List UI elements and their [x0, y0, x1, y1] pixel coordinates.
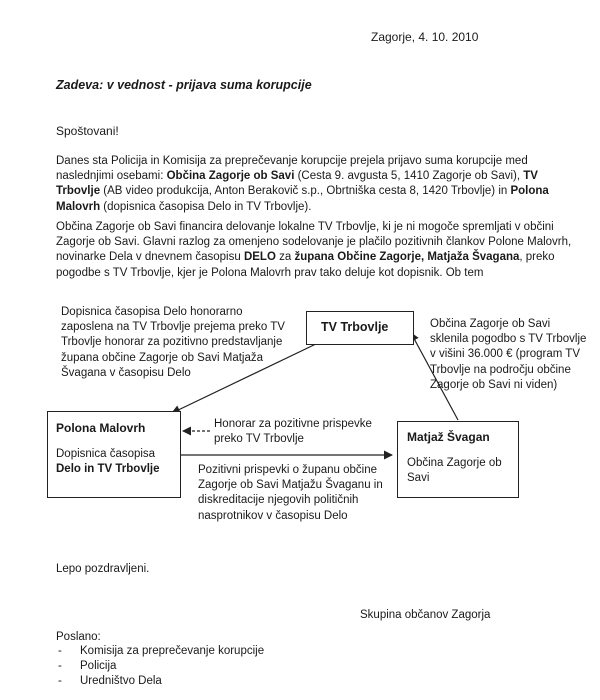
matjaz-svagan-title: Matjaž Švagan [407, 430, 490, 444]
paragraph-1-text-4: (dopisnica časopisa Delo in TV Trbovlje). [100, 200, 312, 213]
recipient-name: Komisija za preprečevanje korupcije [80, 645, 265, 657]
polona-line-1: Dopisnica časopisa [56, 448, 156, 460]
paragraph-1-bold-polona: Polona Malovrh [56, 185, 549, 213]
list-item [56, 659, 264, 674]
polona-malovrh-box [47, 411, 181, 498]
list-dash: - [58, 659, 62, 672]
list-item [56, 674, 264, 689]
recipients-list [56, 644, 264, 689]
polona-malovrh-title: Polona Malovrh [56, 421, 146, 435]
signature: Skupina občanov Zagorja [360, 609, 491, 621]
closing-text: Lepo pozdravljeni. [56, 563, 150, 575]
note-left: Dopisnica časopisa Delo honorarno zaposlena na TV Trbovlje prejema preko TV Trbovlje honorar za pozitivno predstavljanje župana občine Zagorje ob Savi Matjaža Švagana v časopisu Delo [61, 306, 285, 379]
paragraph-2-text-1: Občina Zagorje ob Savi financira delovanje lokalne TV Trbovlje, ki je ni mogoče spremljati v občini Zagorje ob Savi. Glavni razlog za omenjeno sodelovanje je plačilo pozitivnih člankov Polone Malovrh, novinarke Dela v dnevnem časopisu [56, 221, 572, 264]
paragraph-1-text-2: (Cesta 9. avgusta 5, 1410 Zagorje ob Savi), [294, 170, 524, 183]
matjaz-svagan-body: Občina Zagorje ob Savi [407, 457, 502, 485]
recipient-name: Uredništvo Dela [80, 674, 162, 687]
note-honorar: Honorar za pozitivne prispevke preko TV Trbovlje [214, 418, 372, 446]
tv-trbovlje-title: TV Trbovlje [321, 320, 389, 334]
paragraph-1-bold-tv: TV Trbovlje [56, 170, 538, 198]
paragraph-2-text-3: , preko pogodbe s TV Trbovlje, kjer je Polona Malovrh prav tako deluje kot dopisnik. Ob tem [56, 251, 555, 279]
poslano-label: Poslano: [56, 631, 101, 643]
recipient-name: Policija [80, 659, 117, 672]
paragraph-2-bold-zupan: župana Občine Zagorje, Matjaža Švagana [294, 251, 520, 264]
paragraph-1-text-3: (AB video produkcija, Anton Berakovič s.p., Obrtniška cesta 8, 1420 Trbovlje) in [100, 185, 511, 198]
polona-line-2: Delo in TV Trbovlje [56, 462, 160, 475]
paragraph-1-text-1: Danes sta Policija in Komisija za preprečevanje korupcije prejela prijavo suma korupcije med naslednjimi osebami: [56, 155, 528, 183]
paragraph-1-bold-obcina: Občina Zagorje ob Savi [166, 170, 295, 183]
list-dash: - [58, 674, 62, 687]
list-dash: - [58, 645, 62, 657]
note-right: Občina Zagorje ob Savi sklenila pogodbo s TV Trbovlje v višini 36.000 € (program TV Trbovlje na področju občine Zagorje ob Savi ni viden) [430, 318, 587, 391]
matjaz-svagan-box [397, 421, 519, 498]
paragraph-2-bold-delo: DELO [243, 251, 276, 264]
note-pozitivni: Pozitivni prispevki o županu občine Zagorje ob Savi Matjažu Švaganu in diskreditacije njegovih političnih nasprotnikov v časopisu Delo [198, 464, 383, 522]
paragraph-2-text-2: za [275, 251, 295, 264]
letter-subject: Zadeva: v vednost - prijava suma korupcije [56, 78, 312, 92]
polona-malovrh-body [56, 447, 160, 477]
tv-trbovlje-box [306, 311, 414, 345]
greeting: Spoštovani! [56, 124, 119, 138]
letter-date: Zagorje, 4. 10. 2010 [371, 30, 479, 44]
list-item [56, 644, 264, 659]
